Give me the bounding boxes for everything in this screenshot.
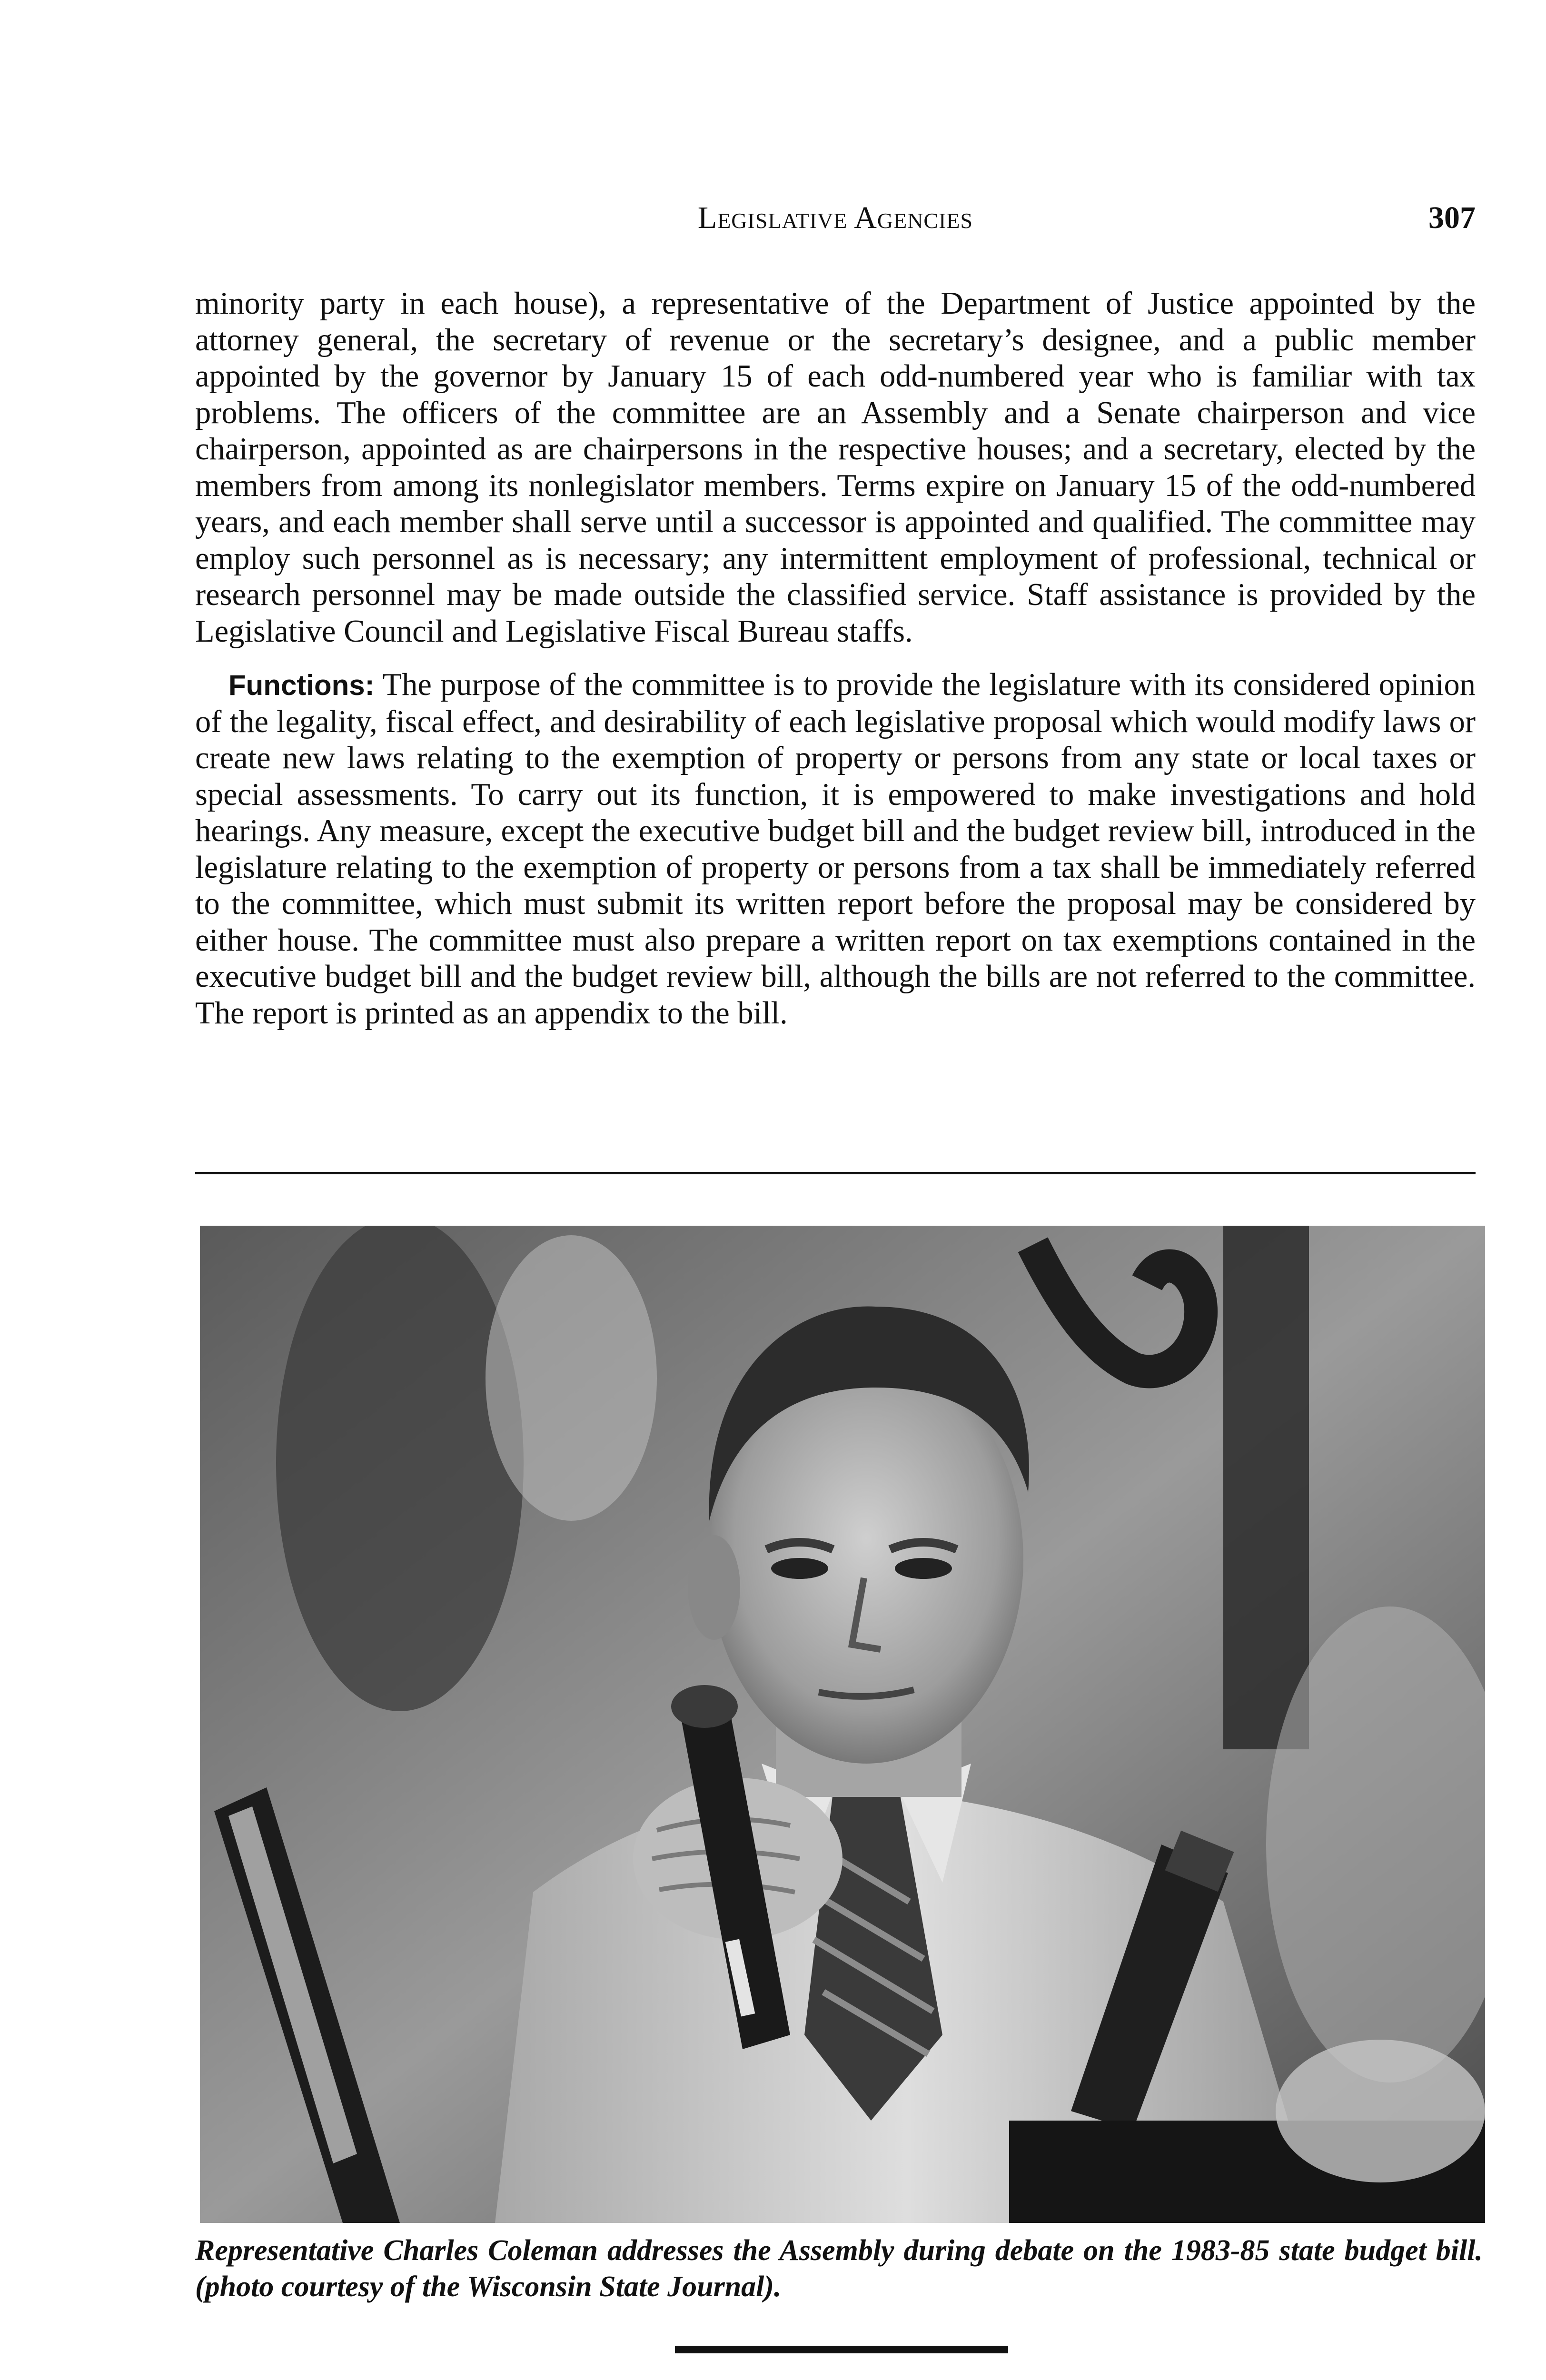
photo-illustration bbox=[200, 1226, 1485, 2223]
paragraph-membership: minority party in each house), a representative of the Department of Justice appointed by the attorney general, the secretary of revenue or the secretary’s designee, and a public member appointed by the governor by January 15 of each odd-numbered year who is familiar with tax problems. The officers of the committee are an Assembly and a Senate chairperson and vice chairperson, appointed as are chairpersons in the respective houses; and a secretary, elected by the members from among its nonlegislator members. Terms expire on January 15 of the odd-numbered years, and each member shall serve until a successor is appointed and qualified. The committee may employ such personnel as is necessary; any intermittent employment of professional, technical or research personnel may be made outside the classified service. Staff assistance is provided by the Legislative Council and Legislative Fiscal Bureau staffs. bbox=[195, 286, 1476, 649]
functions-heading: Functions: bbox=[228, 669, 375, 701]
page-number: 307 bbox=[1428, 200, 1476, 235]
background-light-patch bbox=[486, 1235, 657, 1521]
photo-caption: Representative Charles Coleman addresses the Assembly during debate on the 1983-85 state budget bill. (photo courtesy of the Wisconsin State Journal). bbox=[195, 2234, 1483, 2303]
ear bbox=[688, 1535, 740, 1640]
microphone-head bbox=[671, 1685, 738, 1728]
left-eye bbox=[771, 1558, 828, 1579]
background-dark-column bbox=[1223, 1226, 1309, 1749]
section-divider bbox=[195, 1172, 1476, 1174]
page-header bbox=[195, 200, 1476, 252]
background-drapery bbox=[276, 1226, 524, 1711]
running-title: Legislative Agencies bbox=[697, 200, 973, 235]
caption-rule bbox=[675, 2346, 1008, 2353]
other-hand bbox=[1276, 2040, 1485, 2182]
body-text bbox=[195, 286, 1476, 1031]
functions-text: The purpose of the committee is to provide the legislature with its considered opinion of the legality, fiscal effect, and desirability of each legislative proposal which would modify laws or create new laws relating to the exemption of property or persons from any state or local taxes or special assessments. To carry out its function, it is empowered to make investigations and hold hearings. Any measure, except the executive budget bill and the budget review bill, introduced in the legislature relating to the exemption of property or persons from a tax shall be immediately referred to the committee, which must submit its written report before the proposal may be considered by either house. The committee must also prepare a written report on tax exemptions contained in the executive budget bill and the budget review bill, although the bills are not referred to the committee. The report is printed as an appendix to the bill. bbox=[195, 667, 1476, 1031]
right-eye bbox=[895, 1558, 952, 1579]
paragraph-functions bbox=[195, 667, 1476, 1031]
photo-representative-speaking bbox=[200, 1226, 1485, 2223]
